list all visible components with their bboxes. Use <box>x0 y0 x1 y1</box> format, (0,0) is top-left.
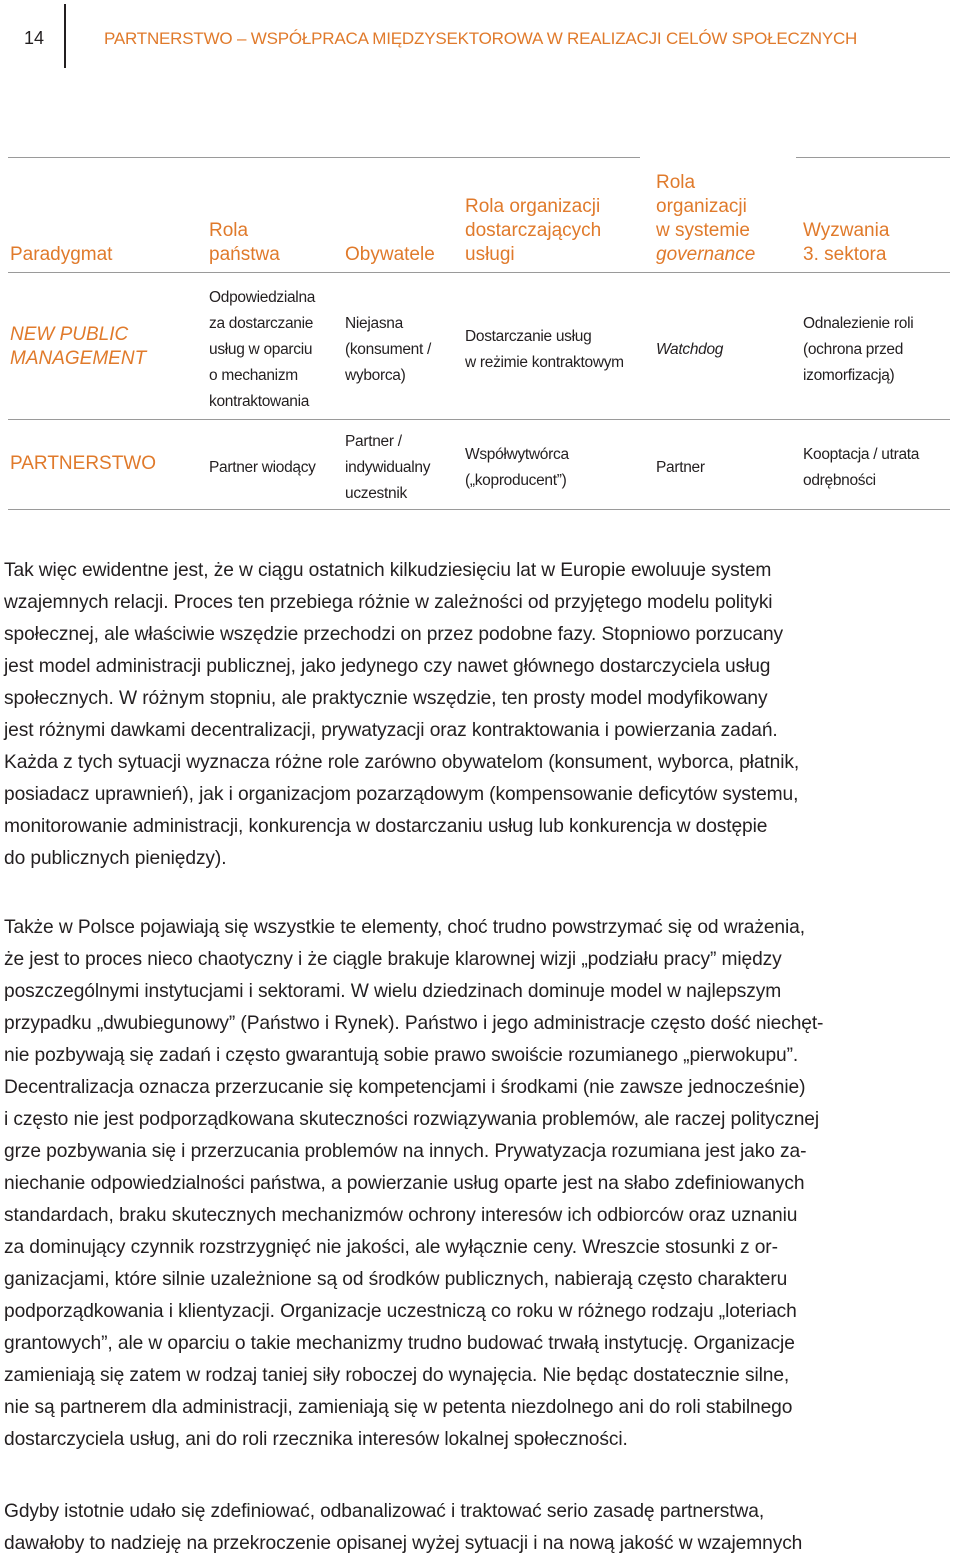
page-number: 14 <box>24 28 45 48</box>
cell-partnership-state: Partner wiodący <box>209 459 316 476</box>
cell-npm-challenges: Odnalezienie roli (ochrona przed izomorfizacją) <box>803 315 914 384</box>
paragraph-2: Także w Polsce pojawiają się wszystkie te elementy, choć trudno powstrzymać się od wrażenia, że jest to proces nieco chaotyczny i że ciągle brakuje klarownej wizji „podziału pracy” między poszczególnymi instytucjami i sektorami. W wielu dziedzinach dominuje model w najlepszym przypadku „dwubiegunowy” (Państwo i Rynek). Państwo i jego administracje często dość niechęt- nie pozbywają się zadań i często gwarantują sobie prawo swoiście rozumianego „pierwokupu”. Decentralizacja oznacza przerzucanie się kompetencjami i środkami (nie zawsze jednocześnie) i często nie jest podporządkowana skuteczności rozwiązywania problemów, ale raczej politycznej grze pozbywania się i przerzucania problemów na innych. Prywatyzacja rozumiana jest jako za- niechanie odpowiedzialności państwa, a powierzanie usług oparte jest na słabo zdefiniowanych standardach, braku skutecznych mechanizmów ochrony interesów ich odbiorców oraz uznaniu za dominujący czynnik rozstrzygnięć nie jakości, ale wyłącznie ceny. Wreszcie stosunki z or- ganizacjami, które silnie uzależnione są od środków publicznych, nabierają często charakteru podporządkowania i klientyzacji. Organizacje uczestniczą co roku w różnego rodzaju „loteriach grantowych”, ale w oparciu o takie mechanizmy trudno budować trwałą instytucję. Organizacje zamieniają się zatem w rodzaj taniej siły roboczej do wynajęcia. Nie będąc dostatecznie silne, nie są partnerem dla administracji, zamieniają się w petenta niezdolnego ani do roli stabilnego dostarczyciela usług, ani do roli rzecznika interesów lokalnej społeczności. <box>4 917 824 1450</box>
running-header <box>0 0 960 72</box>
cell-npm-provider: Dostarczanie usług w reżimie kontraktowym <box>465 328 624 371</box>
running-title: PARTNERSTWO – WSPÓŁPRACA MIĘDZYSEKTOROWA W REALIZACJI CELÓW SPOŁECZNYCH <box>104 29 858 48</box>
table-rule-row1 <box>8 419 950 420</box>
paragraph-3: Gdyby istotnie udało się zdefiniować, odbanalizować i traktować serio zasadę partnerstwa, dawałoby to nadzieję na przekroczenie opisanej wyżej sytuacji i na nową jakość w wzajemnych <box>4 1501 803 1554</box>
row-label-npm: NEW PUBLIC MANAGEMENT <box>10 324 147 369</box>
col-header-state-role: Rola państwa <box>209 220 280 265</box>
cell-partnership-challenges: Kooptacja / utrata odrębności <box>803 446 920 489</box>
col-header-challenges: Wyzwania 3. sektora <box>803 220 890 265</box>
cell-npm-state: Odpowiedzialna za dostarczanie usług w oparciu o mechanizm kontraktowania <box>209 289 316 410</box>
paragraph-1: Tak więc ewidentne jest, że w ciągu ostatnich kilkudziesięciu lat w Europie ewoluuje system wzajemnych relacji. Proces ten przebiega różnie w zależności od przyjętego modelu polityki społecznej, ale właściwie wszędzie przechodzi on przez podobne fazy. Stopniowo porzucany jest model administracji publicznej, jako jedynego czy nawet głównego dostarczyciela usług społecznych. W różnym stopniu, ale praktycznie wszędzie, ten prosty model modyfikowany jest różnymi dawkami decentralizacji, prywatyzacji oraz kontraktowania i powierzania zadań. Każda z tych sytuacji wyznacza różne role zarówno obywatelom (konsument, wyborca, płatnik, posiadacz uprawnień), jak i organizacjom pozarządowym (kompensowanie deficytów systemu, monitorowanie administracji, konkurencja w dostarczaniu usług lub konkurencja w dostępie do publicznych pieniędzy). <box>4 560 800 869</box>
cell-npm-governance: Watchdog <box>656 341 724 358</box>
col-header-paradigm: Paradygmat <box>10 244 113 265</box>
table-rule-top-left <box>8 157 640 158</box>
col-header-provider-role: Rola organizacji dostarczających usługi <box>465 196 602 265</box>
table-rule-bottom <box>8 509 950 510</box>
row-label-partnership: PARTNERSTWO <box>10 453 157 474</box>
col-header-citizens: Obywatele <box>345 244 435 265</box>
cell-partnership-citizens: Partner / indywidualny uczestnik <box>345 433 431 502</box>
header-divider <box>64 4 66 68</box>
table-rule-header <box>8 272 950 273</box>
cell-partnership-governance: Partner <box>656 459 705 476</box>
col-header-governance-role: Rola organizacji w systemie governance <box>656 172 756 265</box>
cell-partnership-provider: Współwytwórca („koproducent”) <box>465 446 569 489</box>
table-rule-top-right <box>796 157 950 158</box>
cell-npm-citizens: Niejasna (konsument / wyborca) <box>345 315 431 384</box>
